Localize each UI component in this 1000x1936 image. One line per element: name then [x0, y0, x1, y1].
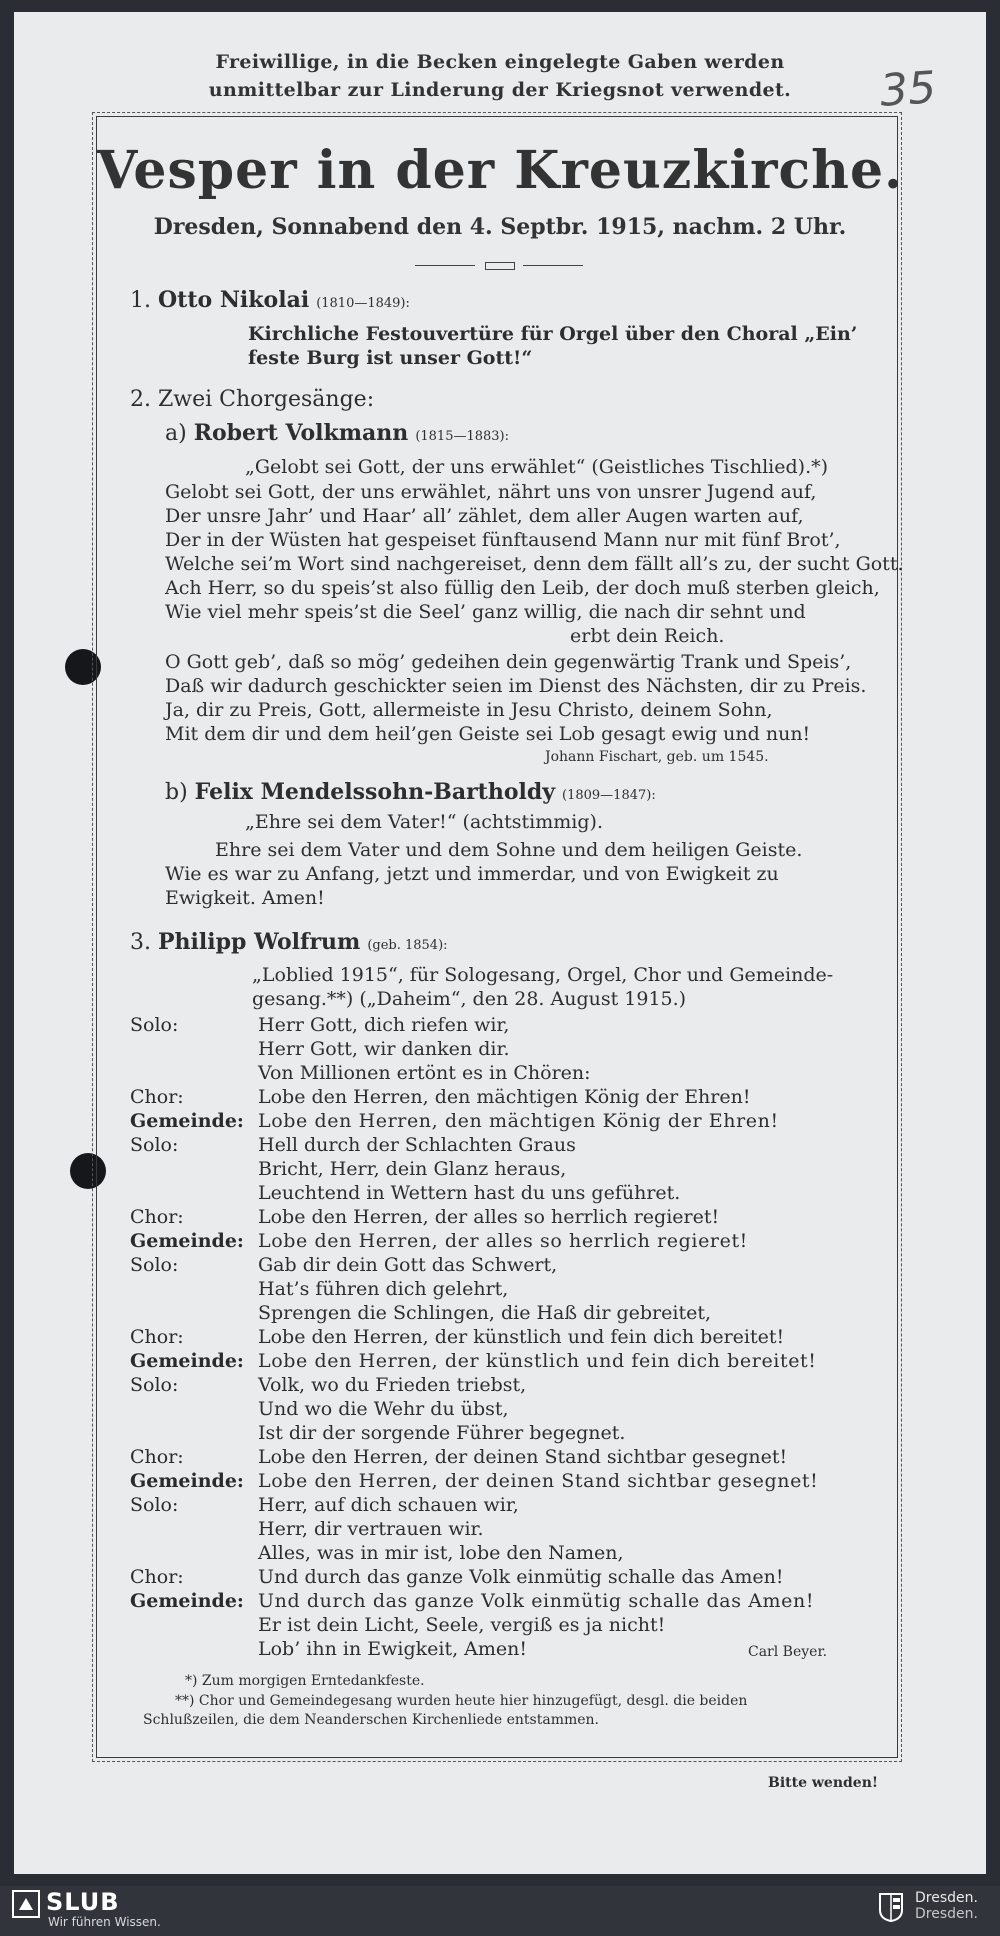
hymn-line: Lobe den Herren, der künstlich und fein dich bereitet! — [258, 1326, 785, 1348]
hymn-line: Leuchtend in Wettern hast du uns geführet. — [258, 1182, 681, 1204]
item-2b-heading: b) Felix Mendelssohn-Bartholdy (1809—1847): — [165, 779, 656, 805]
footer-city[interactable]: Dresden. Dresden. — [915, 1890, 978, 1922]
speaker-label: Gemeinde: — [130, 1230, 244, 1252]
hymn-line: Und durch das ganze Volk einmütig schalle das Amen! — [258, 1566, 784, 1588]
speaker-label: Chor: — [130, 1446, 184, 1468]
dresden-crest-icon — [878, 1892, 904, 1922]
footnote: *) Zum morgigen Erntedankfeste. — [185, 1673, 425, 1689]
speaker-label: Chor: — [130, 1326, 184, 1348]
item-3-heading: 3. Philipp Wolfrum (geb. 1854): — [130, 929, 448, 955]
hymn-line: Alles, was in mir ist, lobe den Namen, — [258, 1542, 624, 1564]
hymn-line: Sprengen die Schlingen, die Haß dir gebreitet, — [258, 1302, 711, 1324]
footnote: **) Chor und Gemeindegesang wurden heute hier hinzugefügt, desgl. die beiden — [175, 1693, 748, 1709]
page-number: 35 — [878, 62, 938, 117]
item-1-heading: 1. Otto Nikolai (1810—1849): — [130, 287, 410, 313]
hymn-line: Von Millionen ertönt es in Chören: — [258, 1062, 591, 1084]
footnote: Schlußzeilen, die dem Neanderschen Kirchenliede entstammen. — [143, 1712, 600, 1728]
hymn-line: Herr, auf dich schauen wir, — [258, 1494, 519, 1516]
item-2a-heading: a) Robert Volkmann (1815—1883): — [165, 420, 510, 446]
work-title: gesang.**) („Daheim“, den 28. August 1915.) — [252, 988, 687, 1010]
composer-name: Felix Mendelssohn-Bartholdy — [194, 779, 556, 805]
lyric-line: Wie viel mehr speis’st die Seel’ ganz willig, die nach dir sehnt und — [165, 601, 806, 623]
work-title: „Loblied 1915“, für Sologesang, Orgel, Chor und Gemeinde- — [252, 964, 834, 986]
turn-over-note: Bitte wenden! — [768, 1775, 879, 1791]
slub-logo-icon — [12, 1890, 40, 1918]
hymn-line: Lobe den Herren, der deinen Stand sichtbar gesegnet! — [258, 1446, 788, 1468]
page-title: Vesper in der Kreuzkirche. — [96, 140, 904, 201]
hymn-line: Lobe den Herren, den mächtigen König der Ehren! — [258, 1086, 751, 1108]
notice-line: unmittelbar zur Linderung der Kriegsnot verwendet. — [208, 79, 792, 101]
lyric-line: O Gott geb’, daß so mög’ gedeihen dein gegenwärtig Trank und Speis’, — [165, 651, 852, 673]
footer-motto: Wir führen Wissen. — [48, 1915, 161, 1929]
speaker-label: Solo: — [130, 1254, 179, 1276]
speaker-label: Solo: — [130, 1494, 179, 1516]
hymn-line: Herr, dir vertrauen wir. — [258, 1518, 484, 1540]
hymn-line: Lob’ ihn in Ewigkeit, Amen! — [258, 1638, 528, 1660]
composer-name: Philipp Wolfrum — [158, 929, 361, 955]
hymn-line: Gab dir dein Gott das Schwert, — [258, 1254, 558, 1276]
lyric-line: Ehre sei dem Vater und dem Sohne und dem heiligen Geiste. — [215, 839, 803, 861]
speaker-label: Solo: — [130, 1014, 179, 1036]
lyric-line: Gelobt sei Gott, der uns erwählet, nährt uns von unsrer Jugend auf, — [165, 481, 817, 503]
hymn-line: Hat’s führen dich gelehrt, — [258, 1278, 509, 1300]
donation-notice — [0, 48, 1000, 104]
hymn-line: Herr Gott, dich riefen wir, — [258, 1014, 510, 1036]
speaker-label: Solo: — [130, 1374, 179, 1396]
speaker-label: Chor: — [130, 1206, 184, 1228]
ornament-divider — [415, 262, 585, 270]
notice-line: Freiwillige, in die Becken eingelegte Gaben werden — [215, 51, 785, 73]
work-title: „Gelobt sei Gott, der uns erwählet“ (Geistliches Tischlied).*) — [245, 456, 829, 478]
page-subtitle: Dresden, Sonnabend den 4. Septbr. 1915, nachm. 2 Uhr. — [153, 214, 847, 240]
speaker-label: Gemeinde: — [130, 1590, 244, 1612]
work-title: Kirchliche Festouvertüre für Orgel über den Choral „Ein’ — [248, 323, 858, 345]
lyric-line: erbt dein Reich. — [570, 625, 725, 647]
speaker-label: Gemeinde: — [130, 1470, 244, 1492]
hymn-line: Lobe den Herren, den mächtigen König der Ehren! — [258, 1110, 779, 1132]
lyric-line: Der in der Wüsten hat gespeiset fünftausend Mann nur mit fünf Brot’, — [165, 529, 841, 551]
hymn-line: Und durch das ganze Volk einmütig schalle das Amen! — [258, 1590, 815, 1612]
composer-name: Robert Volkmann — [193, 420, 409, 446]
composer-name: Otto Nikolai — [158, 287, 310, 313]
hymn-line: Er ist dein Licht, Seele, vergiß es ja nicht! — [258, 1614, 666, 1636]
footer-brand[interactable]: SLUB — [46, 1888, 120, 1916]
hymn-line: Hell durch der Schlachten Graus — [258, 1134, 576, 1156]
speaker-label: Chor: — [130, 1086, 184, 1108]
speaker-label: Gemeinde: — [130, 1350, 244, 1372]
hymn-line: Und wo die Wehr du übst, — [258, 1398, 509, 1420]
lyric-line: Der unsre Jahr’ und Haar’ all’ zählet, dem aller Augen warten auf, — [165, 505, 804, 527]
lyric-author: Johann Fischart, geb. um 1545. — [545, 749, 769, 765]
work-title: feste Burg ist unser Gott!“ — [248, 347, 533, 369]
hymn-line: Lobe den Herren, der deinen Stand sichtbar gesegnet! — [258, 1470, 819, 1492]
hymn-line: Bricht, Herr, dein Glanz heraus, — [258, 1158, 567, 1180]
speaker-label: Solo: — [130, 1134, 179, 1156]
speaker-label: Chor: — [130, 1566, 184, 1588]
lyric-author: Carl Beyer. — [748, 1644, 828, 1660]
lyric-line: Ewigkeit. Amen! — [165, 887, 325, 909]
hymn-line: Lobe den Herren, der künstlich und fein dich bereitet! — [258, 1350, 817, 1372]
lyric-line: Ach Herr, so du speis’st also füllig den Leib, der doch muß sterben gleich, — [165, 577, 880, 599]
hymn-line: Lobe den Herren, der alles so herrlich regieret! — [258, 1230, 748, 1252]
lyric-line: Wie es war zu Anfang, jetzt und immerdar, und von Ewigkeit zu — [165, 863, 779, 885]
hymn-line: Herr Gott, wir danken dir. — [258, 1038, 510, 1060]
speaker-label: Gemeinde: — [130, 1110, 244, 1132]
work-title: „Ehre sei dem Vater!“ (achtstimmig). — [245, 811, 603, 833]
lyric-line: Daß wir dadurch geschickter seien im Dienst des Nächsten, dir zu Preis. — [165, 675, 867, 697]
lyric-line: Welche sei’m Wort sind nachgereiset, denn dem fällt all’s zu, der sucht Gott. — [165, 553, 904, 575]
hymn-line: Ist dir der sorgende Führer begegnet. — [258, 1422, 626, 1444]
lyric-line: Mit dem dir und dem heil’gen Geiste sei Lob gesagt ewig und nun! — [165, 723, 811, 745]
lyric-line: Ja, dir zu Preis, Gott, allermeiste in Jesu Christo, deinem Sohn, — [165, 699, 773, 721]
hymn-line: Lobe den Herren, der alles so herrlich regieret! — [258, 1206, 720, 1228]
hymn-line: Volk, wo du Frieden triebst, — [258, 1374, 527, 1396]
item-2-heading: 2. Zwei Chorgesänge: — [130, 387, 375, 412]
